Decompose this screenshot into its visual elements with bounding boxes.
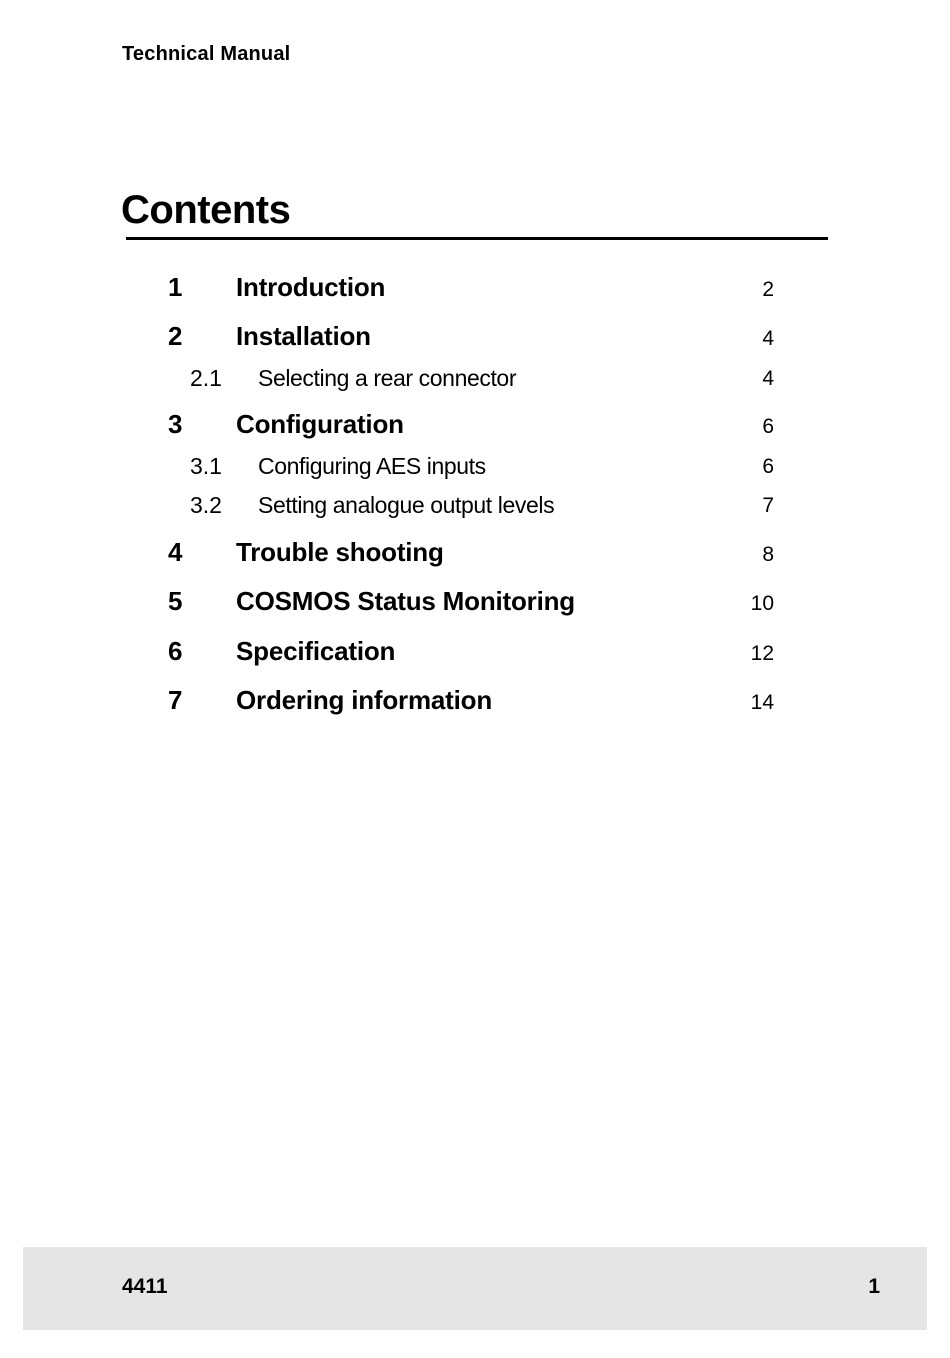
toc-entry-page: 7 [762,494,774,517]
title-divider [126,237,828,240]
toc-entry-configuring-aes-inputs[interactable] [0,453,950,487]
toc-entry-page: 4 [762,327,774,350]
running-header-title: Technical Manual [122,43,291,65]
toc-entry-page: 4 [762,367,774,390]
toc-entry-label: Installation [236,321,371,351]
toc-entry-label: Setting analogue output levels [258,492,555,518]
toc-entry-number: 1 [168,272,183,302]
toc-entry-page: 6 [762,415,774,438]
page-title: Contents [121,188,291,232]
toc-entry-number: 6 [168,636,183,666]
toc-entry-trouble-shooting[interactable] [0,537,950,571]
toc-entry-label: COSMOS Status Monitoring [236,586,575,616]
page-footer [23,1247,927,1330]
toc-entry-setting-analogue-output-levels[interactable] [0,492,950,526]
toc-entry-number: 7 [168,685,183,715]
footer-product-code: 4411 [122,1275,168,1298]
toc-entry-number: 5 [168,586,183,616]
toc-entry-page: 6 [762,455,774,478]
toc-entry-number: 2.1 [190,365,222,391]
toc-entry-page: 10 [750,592,774,615]
toc-entry-label: Introduction [236,272,386,302]
footer-page-number: 1 [868,1275,880,1298]
toc-entry-label: Specification [236,636,396,666]
toc-entry-page: 12 [750,642,774,665]
toc-entry-introduction[interactable] [0,272,950,306]
toc-entry-page: 8 [762,543,774,566]
toc-entry-installation[interactable] [0,321,950,355]
toc-entry-number: 2 [168,321,183,351]
toc-entry-number: 3.1 [190,453,222,479]
toc-entry-cosmos-status-monitoring[interactable] [0,586,950,620]
toc-entry-page: 14 [750,691,774,714]
toc-entry-label: Configuration [236,409,404,439]
toc-entry-number: 4 [168,537,183,567]
toc-entry-label: Configuring AES inputs [258,453,486,479]
toc-entry-selecting-rear-connector[interactable] [0,365,950,399]
toc-entry-page: 2 [762,278,774,301]
toc-entry-configuration[interactable] [0,409,950,443]
toc-entry-label: Ordering information [236,685,493,715]
toc-entry-ordering-information[interactable] [0,685,950,719]
toc-entry-number: 3 [168,409,183,439]
toc-entry-specification[interactable] [0,636,950,670]
toc-entry-label: Trouble shooting [236,537,444,567]
toc-entry-number: 3.2 [190,492,222,518]
toc-entry-label: Selecting a rear connector [258,365,517,391]
